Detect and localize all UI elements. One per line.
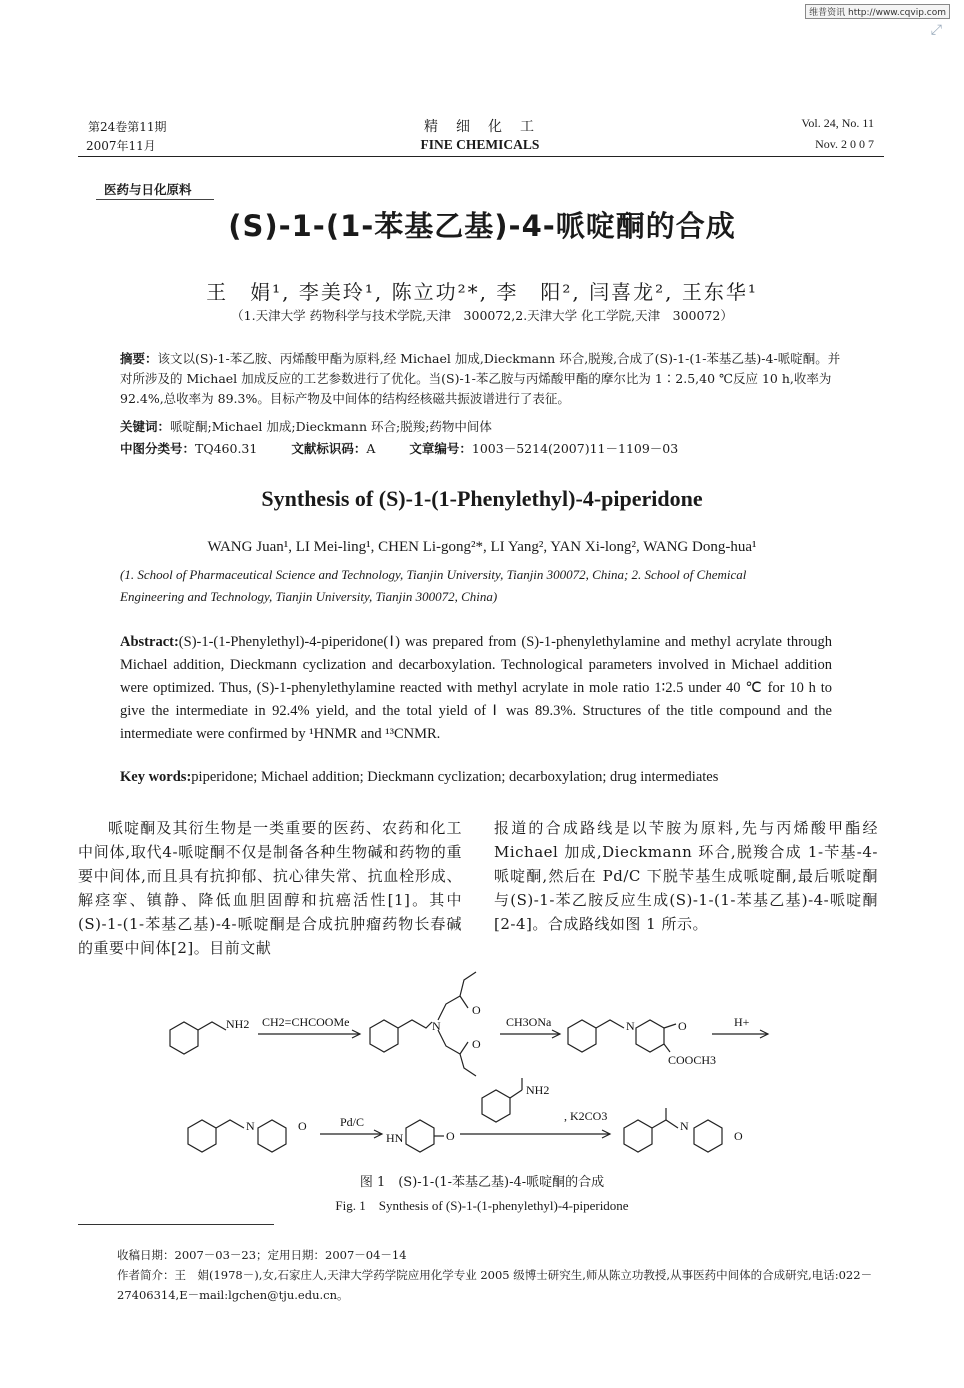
clc-label: 中图分类号： (120, 441, 196, 456)
keywords-cn-label: 关键词： (120, 419, 171, 434)
n-atom-3: N (246, 1119, 255, 1133)
synthesis-scheme (150, 968, 790, 1168)
abstract-cn (120, 349, 844, 409)
header-vol-en: Vol. 24, No. 11 (801, 116, 874, 130)
phenylethylamine-structure (482, 1078, 522, 1122)
abstract-en-label: Abstract: (120, 634, 179, 650)
classification (120, 439, 844, 459)
article-no-value: 1003－5214(2007)11－1109－03 (471, 441, 679, 456)
keywords-cn-text: 哌啶酮;Michael 加成;Dieckmann 环合;脱羧;药物中间体 (170, 419, 492, 434)
reagent-k2co3: , K2CO3 (564, 1109, 608, 1123)
affiliation-en-line1: (1. School of Pharmaceutical Science and Technology, Tianjin University, Tianjin 300072, China; 2. School of Chemical (120, 567, 747, 582)
affiliation-cn: （1.天津大学 药物科学与技术学院,天津 300072,2.天津大学 化工学院,天津 300072） (231, 308, 733, 323)
benzylamine-structure (170, 1022, 226, 1054)
header-volume: 第24卷第11期 (88, 120, 167, 134)
n-atom-2: N (626, 1019, 635, 1033)
piperidone-structure (406, 1120, 444, 1152)
body-left-column: 哌啶酮及其衍生物是一类重要的医药、农药和化工中间体,取代4-哌啶酮不仅是制备各种生物碱和药物的重要中间体,而且具有抗抑郁、抗心律失常、抗血栓形成、解痉挛、镇静、降低血胆固醇和抗癌活性[1]。其中(S)-1-(1-苯基乙基)-4-哌啶酮是合成抗肿瘤药物长春碱的重要中间体[2]。目前文献 (78, 819, 462, 957)
body-right-column: 报道的合成路线是以苄胺为原料,先与丙烯酸甲酯经 Michael 加成,Dieckmann 环合,脱羧合成 1-苄基-4-哌啶酮,然后在 Pd/C 下脱苄基生成哌啶酮,最后哌啶酮与(S)-1-苯乙胺反应生成(S)-1-(1-苯基乙基)-4-哌啶酮[2-4]。合成路线如图 1 所示。 (494, 819, 878, 933)
journal-name-en: FINE CHEMICALS (420, 137, 540, 152)
expand-icon[interactable]: ⤢ (930, 22, 942, 38)
keywords-en-label: Key words: (120, 769, 192, 785)
journal-name-cn: 精 细 化 工 (424, 119, 536, 135)
o-atom-2: O (472, 1037, 481, 1051)
n-atom-1: N (432, 1019, 441, 1033)
o-atom-5: O (446, 1129, 455, 1143)
o-atom-1: O (472, 1003, 481, 1017)
header-rule (78, 156, 884, 157)
authors-en: WANG Juan¹, LI Mei-ling¹, CHEN Li-gong²*, LI Yang², YAN Xi-long², WANG Dong-hua¹ (207, 539, 757, 555)
footnote-author-bio: 作者简介：王 娟(1978－),女,石家庄人,天津大学药学院应用化学专业 2005 级博士研究生,师从陈立功教授,从事医药中间体的合成研究,电话:022－27406314,E－mail:lgchen@tju.edu.cn。 (117, 1268, 873, 1302)
reagent-pd-c: Pd/C (340, 1115, 365, 1129)
target-product-structure (624, 1108, 722, 1152)
affiliation-en-line2: Engineering and Technology, Tianjin University, Tianjin 300072, China) (120, 589, 498, 604)
affiliation-en (120, 564, 844, 608)
nh2-label-2: NH2 (526, 1083, 550, 1097)
o-atom-4: O (298, 1119, 307, 1133)
abstract-cn-label: 摘要： (120, 351, 158, 366)
watermark: 维普资讯 http://www.cqvip.com (805, 4, 950, 19)
footnote-received: 收稿日期：2007－03－23；定用日期：2007－04－14 (117, 1248, 407, 1262)
article-no-label: 文章编号： (409, 441, 472, 456)
section-tag: 医药与日化原料 (104, 182, 192, 197)
keywords-en (120, 769, 860, 786)
keto-ester-structure (568, 1020, 676, 1052)
cooch3-label: COOCH3 (668, 1053, 717, 1067)
authors-cn: 王 娟¹, 李美玲¹, 陈立功²*, 李 阳², 闫喜龙², 王东华¹ (206, 280, 758, 304)
abstract-en (120, 631, 832, 746)
reagent-sodium-methoxide: CH3ONa (506, 1015, 552, 1029)
section-rule (96, 199, 214, 200)
abstract-cn-text: 该文以(S)-1-苯乙胺、丙烯酸甲酯为原料,经 Michael 加成,Dieckmann 环合,脱羧,合成了(S)-1-(1-苯基乙基)-4-哌啶酮。并对所涉及的 Michael 加成反应的工艺参数进行了优化。当(S)-1-苯乙胺与丙烯酸甲酯的摩尔比为 1∶2.5,40 ℃反应 10 h,收率为 92.4%,总收率为 89.3%。目标产物及中间体的结构经核磁共振波谱进行了表征。 (120, 351, 841, 406)
keywords-en-text: piperidone; Michael addition; Dieckmann cyclization; decarboxylation; drug intermediates (191, 769, 719, 785)
o-atom-3: O (678, 1019, 687, 1033)
clc-value: TQ460.31 (195, 441, 258, 456)
figure-caption-cn: 图 1 (S)-1-(1-苯基乙基)-4-哌啶酮的合成 (359, 1175, 605, 1190)
o-atom-6: O (734, 1129, 743, 1143)
hn-label: HN (386, 1131, 404, 1145)
doc-code-label: 文献标识码： (291, 441, 367, 456)
figure-caption-en: Fig. 1 Synthesis of (S)-1-(1-phenylethyl)-4-piperidone (335, 1198, 629, 1213)
doc-code-value: A (366, 441, 376, 456)
benzyl-piperidone-structure (188, 1120, 286, 1152)
abstract-en-text: (S)-1-(1-Phenylethyl)-4-piperidone(Ⅰ) was prepared from (S)-1-phenylethylamine and methyl acrylate through Michael addition, Dieckmann cyclization and decarboxylation. Technological parameters involved in Michael addition were optimized. Thus, (S)-1-phenylethylamine reacted with methyl acrylate in mole ratio 1∶2.5 under 40 ℃ for 10 h to give the intermediate in 92.4% yield, and the total yield of Ⅰ was 89.3%. Structures of the title compound and the intermediate were confirmed by ¹HNMR and ¹³CNMR. (120, 634, 832, 742)
header-date: 2007年11月 (86, 139, 156, 153)
n-atom-4: N (680, 1119, 689, 1133)
keywords-cn (120, 417, 844, 437)
reagent-acid: H+ (734, 1015, 750, 1029)
footnote-rule (78, 1224, 274, 1225)
reagent-methyl-acrylate: CH2=CHCOOMe (262, 1015, 350, 1029)
nh2-label: NH2 (226, 1017, 250, 1031)
diester-intermediate-structure (370, 972, 476, 1076)
header-date-en: Nov. 2 0 0 7 (815, 137, 874, 151)
title-en: Synthesis of (S)-1-(1-Phenylethyl)-4-piperidone (261, 486, 703, 511)
title-cn: (S)-1-(1-苯基乙基)-4-哌啶酮的合成 (228, 209, 736, 243)
